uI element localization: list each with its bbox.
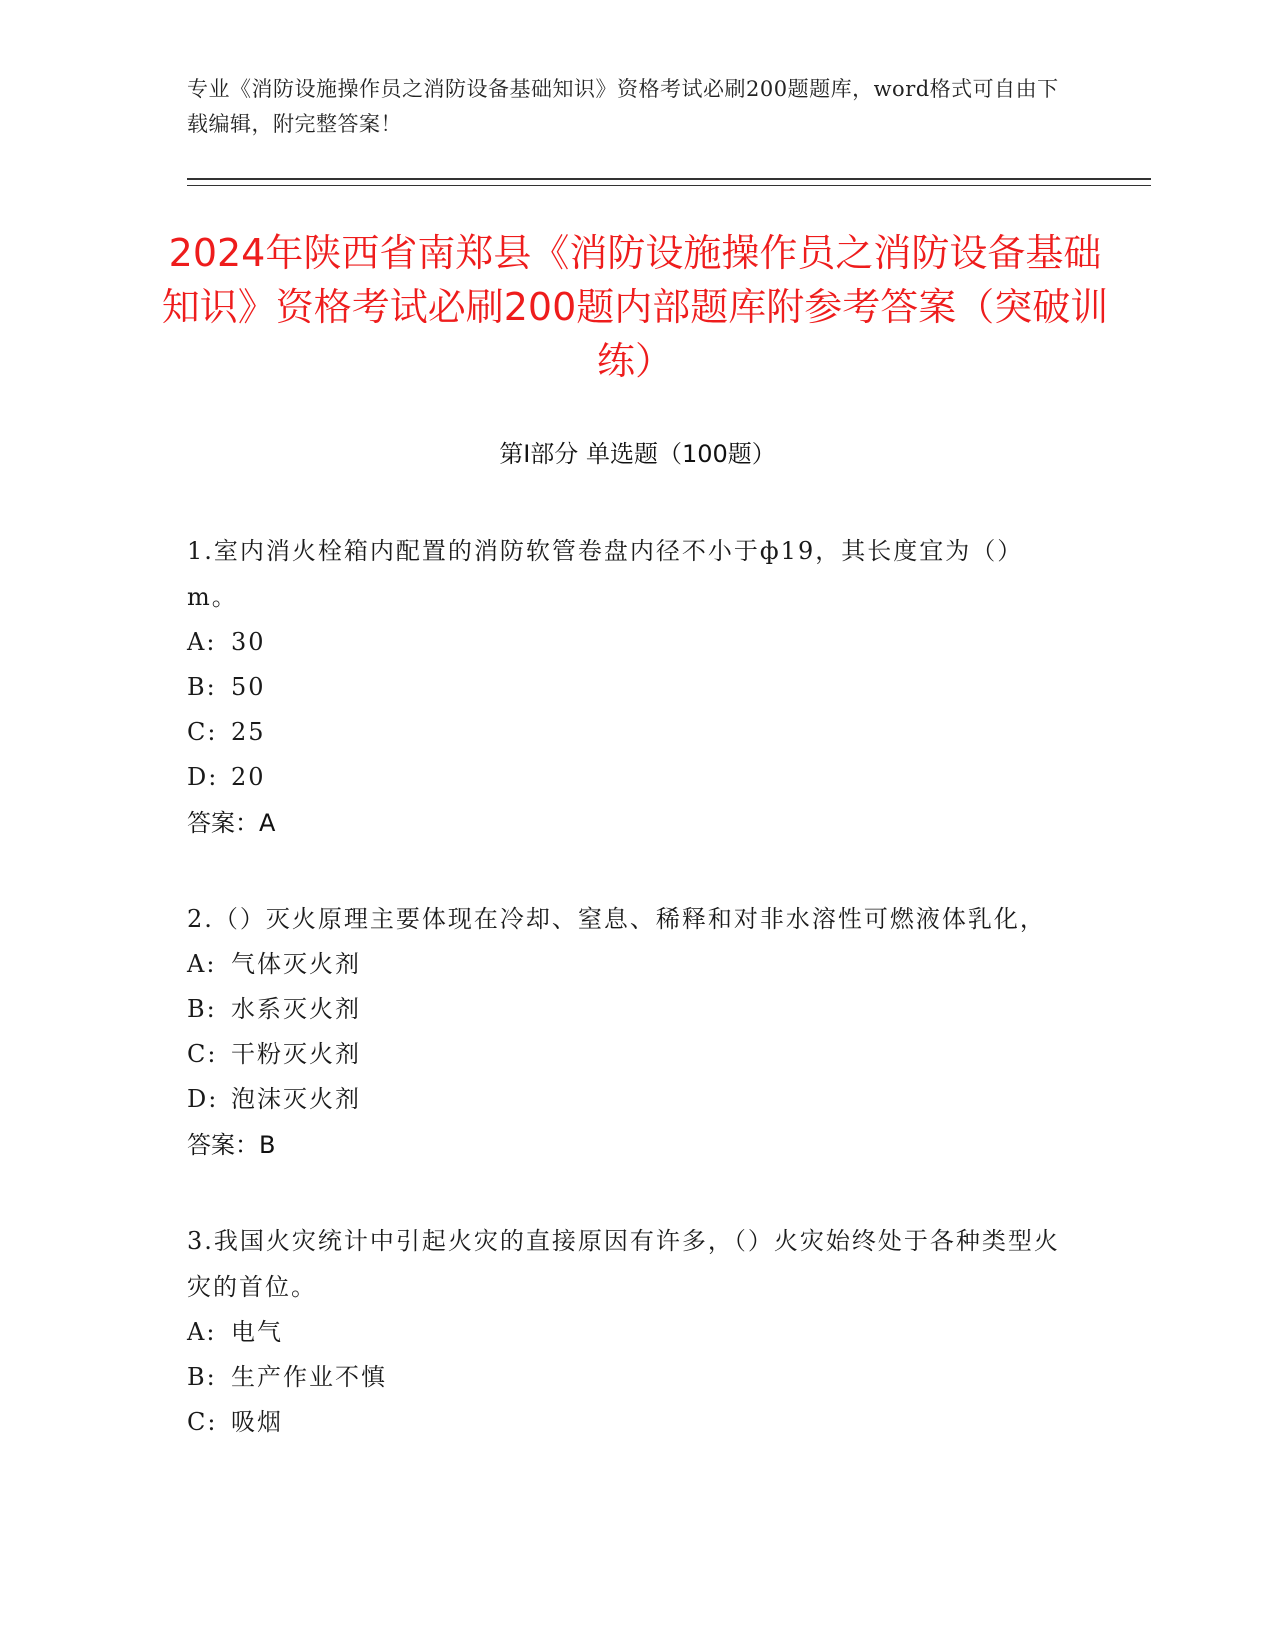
option-c <box>187 1032 1067 1077</box>
option-b <box>187 665 1067 710</box>
option-b <box>187 987 1067 1032</box>
option-d <box>187 755 1067 800</box>
option-a <box>187 942 1067 987</box>
header-divider-thin <box>187 185 1151 186</box>
option-label: C: <box>187 1408 218 1436</box>
option-label: B: <box>187 673 217 701</box>
option-text: 吸烟 <box>231 1408 283 1436</box>
option-text: 电气 <box>231 1318 283 1346</box>
option-c <box>187 1400 1067 1445</box>
question-1 <box>187 528 1067 846</box>
question-stem: 3.我国火灾统计中引起火灾的直接原因有许多，（）火灾始终处于各种类型火灾的首位。 <box>187 1227 1060 1301</box>
option-label: D: <box>187 1085 219 1113</box>
question-2 <box>187 896 1067 1168</box>
document-title: 2024年陕西省南郑县《消防设施操作员之消防设备基础知识》资格考试必刷200题内部题库附参考答案（突破训练） <box>161 231 1109 383</box>
header-note: 专业《消防设施操作员之消防设备基础知识》资格考试必刷200题题库，word格式可自由下载编辑，附完整答案！ <box>187 77 1059 136</box>
option-text: 生产作业不慎 <box>231 1363 387 1391</box>
question-stem: 1.室内消火栓箱内配置的消防软管卷盘内径不小于ф19，其长度宜为（）m。 <box>187 537 1024 611</box>
option-text: 50 <box>231 673 266 701</box>
option-b <box>187 1355 1067 1400</box>
section-heading: 第Ⅰ部分 单选题（100题） <box>499 440 776 468</box>
option-d <box>187 1077 1067 1122</box>
option-text: 25 <box>231 718 266 746</box>
header-divider-thick <box>187 178 1151 180</box>
option-label: B: <box>187 995 217 1023</box>
answer-line: 答案：A <box>187 809 276 837</box>
question-stem: 2.（）灭火原理主要体现在冷却、窒息、稀释和对非水溶性可燃液体乳化， <box>187 905 1046 933</box>
option-label: A: <box>187 1318 217 1346</box>
option-label: D: <box>187 763 219 791</box>
question-spacer <box>187 1168 1067 1218</box>
answer-line: 答案：B <box>187 1131 276 1159</box>
option-text: 水系灭火剂 <box>231 995 361 1023</box>
option-a <box>187 620 1067 665</box>
option-label: C: <box>187 1040 218 1068</box>
option-text: 30 <box>231 628 266 656</box>
option-c <box>187 710 1067 755</box>
option-text: 20 <box>231 763 266 791</box>
option-text: 气体灭火剂 <box>231 950 361 978</box>
question-3 <box>187 1218 1067 1445</box>
question-list <box>187 528 1067 1445</box>
question-spacer <box>187 846 1067 896</box>
option-label: C: <box>187 718 218 746</box>
option-label: A: <box>187 628 217 656</box>
option-label: B: <box>187 1363 217 1391</box>
option-label: A: <box>187 950 217 978</box>
option-text: 干粉灭火剂 <box>231 1040 361 1068</box>
option-text: 泡沫灭火剂 <box>231 1085 361 1113</box>
option-a <box>187 1310 1067 1355</box>
